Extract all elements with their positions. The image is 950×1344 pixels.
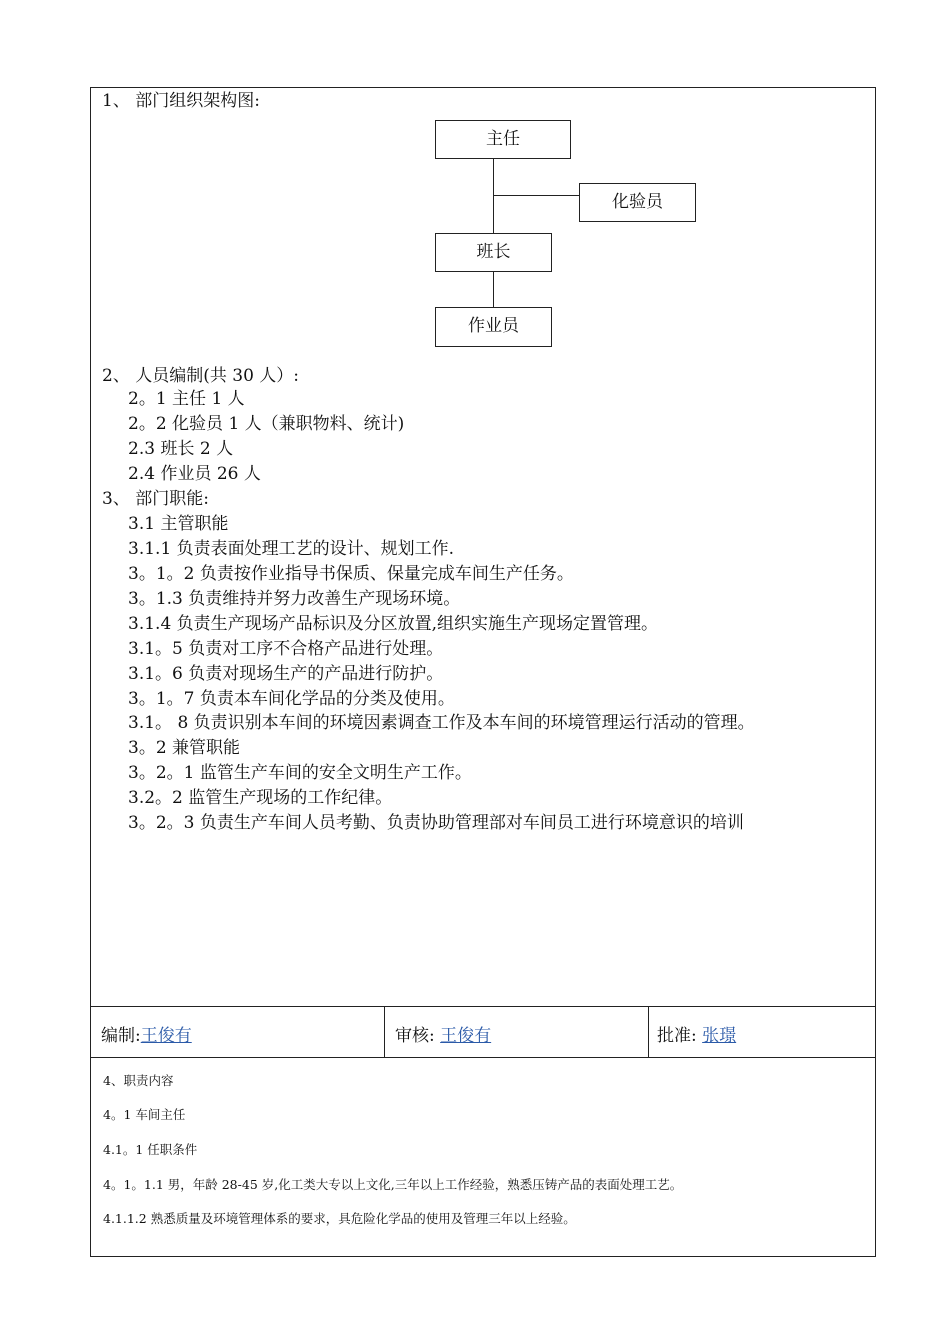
function-line: 3.1.1 负责表面处理工艺的设计、规划工作.	[128, 539, 455, 559]
section-3-heading: 3、 部门职能:	[102, 489, 209, 509]
responsibility-line: 4.1.1.2 熟悉质量及环境管理体系的要求，具危险化学品的使用及管理三年以上经验。	[103, 1211, 576, 1226]
org-node-director	[435, 120, 571, 159]
org-node-lab-tech-label: 化验员	[612, 192, 663, 212]
org-node-operator-label: 作业员	[468, 316, 519, 336]
org-node-team-leader-label: 班长	[476, 242, 511, 262]
function-line: 3。2。3 负责生产车间人员考勤、负责协助管理部对车间员工进行环境意识的培训	[128, 813, 744, 833]
function-line: 3。2 兼管职能	[128, 738, 241, 758]
responsibilities-box	[90, 1057, 876, 1257]
prepared-by-label: 编制:	[101, 1026, 141, 1046]
function-line: 3.1。5 负责对工序不合格产品进行处理。	[128, 639, 444, 659]
signoff-divider	[648, 1007, 649, 1057]
responsibility-line: 4、职责内容	[103, 1073, 174, 1088]
reviewed-by	[395, 1021, 491, 1046]
org-connector-horizontal	[493, 195, 579, 196]
approved-by	[657, 1021, 736, 1046]
staffing-item: 2。2 化验员 1 人（兼职物料、统计)	[128, 414, 405, 434]
org-node-lab-tech	[579, 183, 696, 222]
function-line: 3.1.4 负责生产现场产品标识及分区放置,组织实施生产现场定置管理。	[128, 614, 659, 634]
approved-by-name[interactable]: 张璟	[702, 1026, 737, 1046]
function-line: 3.1。6 负责对现场生产的产品进行防护。	[128, 664, 444, 684]
section-2-heading: 2、 人员编制(共 30 人）:	[102, 366, 300, 386]
signoff-row	[90, 1006, 876, 1058]
function-line: 3。1.3 负责维持并努力改善生产现场环境。	[128, 589, 461, 609]
function-line: 3.1。 8 负责识别本车间的环境因素调查工作及本车间的环境管理运行活动的管理。	[128, 713, 755, 733]
org-connector-vertical-2	[493, 272, 494, 307]
prepared-by	[101, 1021, 192, 1046]
org-node-director-label: 主任	[486, 129, 520, 149]
staffing-item: 2。1 主任 1 人	[128, 389, 245, 409]
approved-by-label: 批准:	[657, 1026, 697, 1046]
signoff-divider	[384, 1007, 385, 1057]
function-line: 3。2。1 监管生产车间的安全文明生产工作。	[128, 763, 472, 783]
reviewed-by-name[interactable]: 王俊有	[440, 1026, 492, 1046]
responsibility-line: 4.1。1 任职条件	[103, 1142, 198, 1157]
function-line: 3.2。2 监管生产现场的工作纪律。	[128, 788, 393, 808]
reviewed-by-label: 审核:	[395, 1026, 435, 1046]
section-1-heading: 1、 部门组织架构图:	[102, 91, 260, 111]
function-line: 3。1。2 负责按作业指导书保质、保量完成车间生产任务。	[128, 564, 574, 584]
org-node-operator	[435, 307, 552, 347]
responsibility-line: 4。1 车间主任	[103, 1107, 186, 1122]
function-line: 3。1。7 负责本车间化学品的分类及使用。	[128, 689, 455, 709]
org-node-team-leader	[435, 233, 552, 272]
staffing-item: 2.3 班长 2 人	[128, 439, 234, 459]
responsibility-line: 4。1。1.1 男，年龄 28-45 岁,化工类大专以上文化,三年以上工作经验，熟悉压铸产品的表面处理工艺。	[103, 1177, 683, 1192]
function-line: 3.1 主管职能	[128, 514, 229, 534]
prepared-by-name[interactable]: 王俊有	[140, 1026, 192, 1046]
org-connector-vertical-1	[493, 159, 494, 233]
staffing-item: 2.4 作业员 26 人	[128, 464, 261, 484]
